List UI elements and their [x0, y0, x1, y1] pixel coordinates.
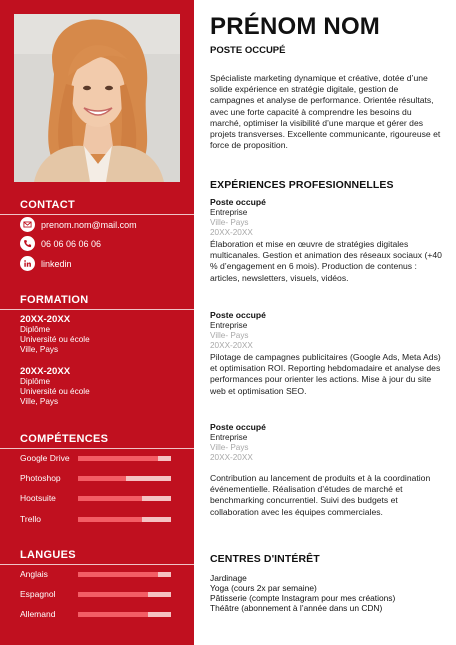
interest-item: Théâtre (abonnement à l’année dans un CDN): [210, 603, 383, 613]
skill-label: Trello: [20, 514, 41, 524]
education-divider: [0, 309, 194, 310]
contact-title: CONTACT: [20, 199, 76, 211]
contact-email-text: prenom.nom@mail.com: [41, 219, 137, 230]
skill-label: Photoshop: [20, 473, 61, 483]
sidebar: [0, 0, 194, 645]
contact-linkedin-text: linkedin: [41, 258, 72, 269]
contact-linkedin[interactable]: [20, 256, 72, 271]
experience-company: Entreprise: [210, 321, 248, 330]
skill-bar: [78, 517, 171, 522]
skill-bar-fill: [78, 456, 158, 461]
language-label: Espagnol: [20, 589, 56, 599]
contact-divider: [0, 214, 194, 215]
education-place: Ville, Pays: [20, 397, 59, 406]
experience-place: Ville- Pays: [210, 331, 249, 340]
language-bar-fill: [78, 612, 148, 617]
interests-title: CENTRES D'INTÉRÊT: [210, 553, 320, 565]
education-years: 20XX-20XX: [20, 366, 71, 377]
skill-bar: [78, 496, 171, 501]
job-title: POSTE OCCUPÉ: [210, 45, 286, 56]
experience-position: Poste occupé: [210, 422, 266, 432]
language-bar: [78, 612, 171, 617]
language-label: Allemand: [20, 609, 56, 619]
interest-item: Yoga (cours 2x par semaine): [210, 583, 317, 593]
languages-title: LANGUES: [20, 549, 76, 561]
experience-place: Ville- Pays: [210, 443, 249, 452]
education-degree: Diplôme: [20, 377, 51, 386]
language-bar-fill: [78, 592, 148, 597]
skill-bar: [78, 456, 171, 461]
interest-item: Pâtisserie (compte Instagram pour mes créations): [210, 593, 396, 603]
full-name: PRÉNOM NOM: [210, 13, 380, 40]
experience-dates: 20XX-20XX: [210, 228, 253, 237]
experience-description: Pilotage de campagnes publicitaires (Google Ads, Meta Ads) et optimisation ROI. Reporting hebdomadaire et analyse des performances pour orienter les actions. Mise à jour du site web et optimisation SEO.: [210, 352, 441, 396]
experience-description: Élaboration et mise en œuvre de stratégies digitales multicanales. Gestion et animation des réseaux sociaux (+40 % d’engagement en 6 mois). Production de contenus : articles, newsletters, visuels, vidéos.: [210, 239, 442, 283]
experience-title: EXPÉRIENCES PROFESIONNELLES: [210, 179, 394, 191]
languages-divider: [0, 564, 194, 565]
interest-item: Jardinage: [210, 573, 247, 583]
skills-divider: [0, 448, 194, 449]
experience-item: [210, 310, 442, 397]
mail-icon: [20, 217, 35, 232]
experience-place: Ville- Pays: [210, 218, 249, 227]
education-school: Université ou école: [20, 387, 90, 396]
skill-bar: [78, 476, 171, 481]
education-years: 20XX-20XX: [20, 314, 71, 325]
experience-dates: 20XX-20XX: [210, 341, 253, 350]
experience-company: Entreprise: [210, 433, 248, 442]
phone-icon: [20, 236, 35, 251]
skill-label: Hootsuite: [20, 493, 56, 503]
skills-title: COMPÉTENCES: [20, 433, 109, 445]
linkedin-icon: [20, 256, 35, 271]
experience-dates: 20XX-20XX: [210, 453, 253, 462]
portrait-illustration: [14, 14, 180, 182]
skill-label: Google Drive: [20, 453, 70, 463]
language-bar: [78, 592, 171, 597]
experience-position: Poste occupé: [210, 197, 266, 207]
experience-position: Poste occupé: [210, 310, 266, 320]
skill-bar-fill: [78, 496, 142, 501]
education-school: Université ou école: [20, 335, 90, 344]
education-item: [20, 314, 90, 355]
education-title: FORMATION: [20, 294, 89, 306]
contact-phone[interactable]: [20, 236, 101, 251]
contact-phone-text: 06 06 06 06 06: [41, 238, 102, 249]
language-label: Anglais: [20, 569, 48, 579]
contact-email[interactable]: [20, 217, 137, 232]
education-degree: Diplôme: [20, 325, 51, 334]
skill-bar-fill: [78, 476, 126, 481]
education-place: Ville, Pays: [20, 345, 59, 354]
education-item: [20, 366, 90, 407]
language-bar-fill: [78, 572, 158, 577]
profile-photo: [14, 14, 180, 182]
experience-company: Entreprise: [210, 208, 248, 217]
experience-description: Contribution au lancement de produits et à la coordination événementielle. Réalisation d’études de marché et benchmarking concurrentiel. Suivi des budgets et collaboration avec les équipes commerciales.: [210, 473, 431, 517]
experience-item: [210, 422, 442, 518]
experience-item: [210, 197, 442, 284]
interests-list: [210, 573, 450, 613]
language-bar: [78, 572, 171, 577]
profile-summary: Spécialiste marketing dynamique et créative, dotée d’une solide expérience en stratégie digitale, gestion de campagnes et analyse de performance. Orientée résultats, avec une forte capacité à comprendre les besoins du marché, optimiser la visibilité d’une marque et gérer des projets transverses. Excellente communicante, rigoureuse et force de proposition.: [210, 73, 441, 151]
skill-bar-fill: [78, 517, 142, 522]
